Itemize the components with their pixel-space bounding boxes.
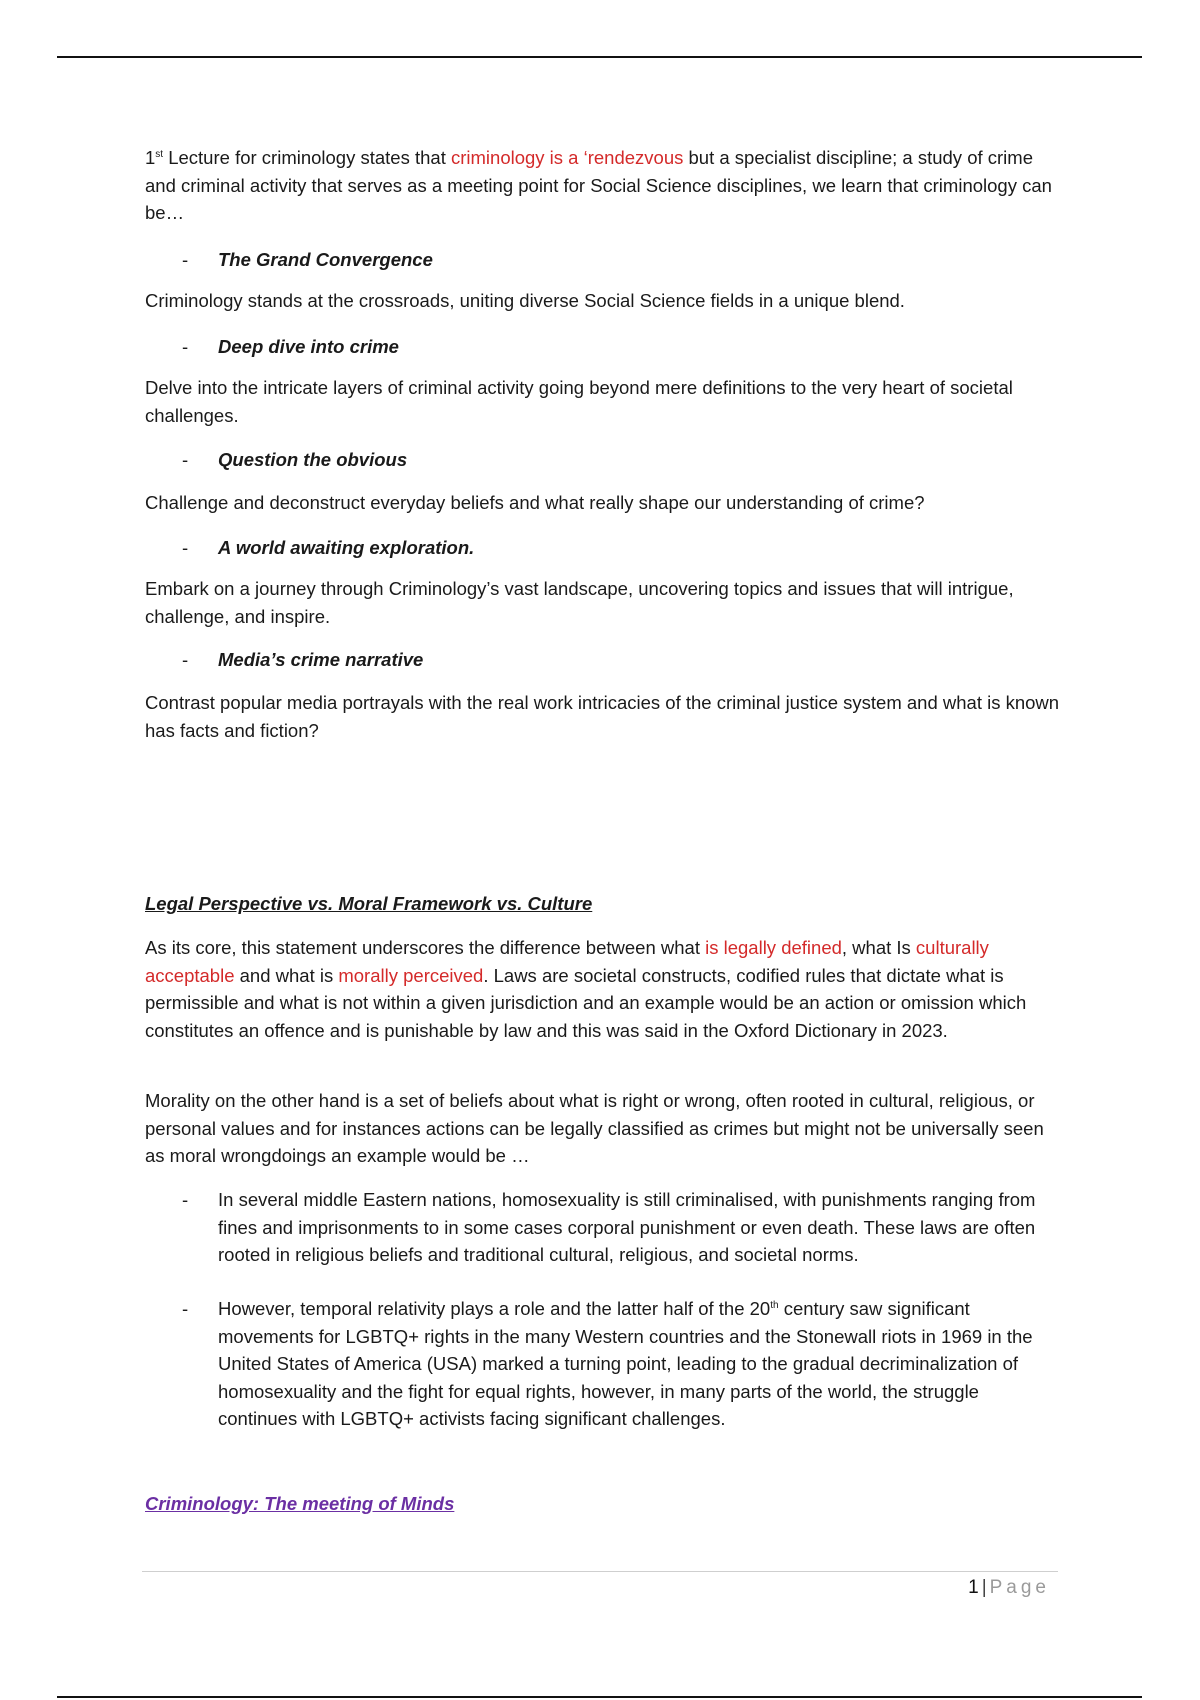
intro-paragraph <box>145 144 1060 227</box>
bullet-text-start: However, temporal relativity plays a role and the latter half of the 20 <box>218 1298 771 1319</box>
page-separator: | <box>981 1577 987 1598</box>
footer-bottom-rule <box>57 1696 1142 1698</box>
bullet-superscript: th <box>770 1300 779 1311</box>
point-dash: - <box>182 249 189 270</box>
intro-text-start: Lecture for criminology states that <box>163 147 451 168</box>
intro-highlight: criminology is a ‘rendezvous <box>450 147 684 168</box>
point-heading: Media’s crime narrative <box>218 649 424 670</box>
point-text: Contrast popular media portrayals with the real work intricacies of the criminal justice system and what is known has facts and fiction? <box>145 692 1060 741</box>
point-dash: - <box>182 537 189 558</box>
intro-text-end: but a specialist discipline; a study of crime and criminal activity that serves as a meeting point for Social Science disciplines, we learn that criminology can be… <box>145 147 1052 223</box>
page-number <box>968 1577 1050 1599</box>
bullet-dash: - <box>182 1189 189 1210</box>
paragraph-text: and what is <box>234 964 339 986</box>
point-dash: - <box>182 449 189 470</box>
paragraph-text: , what Is <box>841 937 916 958</box>
point-heading: The Grand Convergence <box>218 249 433 270</box>
paragraph-text: . Laws are societal constructs, codified rules that dictate what is permissible and what is not within a given jurisdiction and an example would be an action or omission which constitutes an offence and is punishable by law and this was said in the Oxford Dictionary in 2023. <box>145 964 1027 1041</box>
highlight-culturally-acceptable: culturally acceptable <box>145 937 989 986</box>
section-paragraph <box>145 934 1060 1044</box>
point-heading: Question the obvious <box>218 449 408 470</box>
highlight-legally-defined: is legally defined <box>705 937 842 958</box>
point-dash: - <box>182 649 189 670</box>
footer-rule <box>142 1571 1058 1572</box>
bullet-text <box>218 1295 1063 1433</box>
highlight-morally-perceived: morally perceived <box>338 964 484 986</box>
bullet-dash: - <box>182 1298 189 1319</box>
page-label: Page <box>989 1577 1050 1598</box>
point-dash: - <box>182 336 189 357</box>
intro-ordinal: 1 <box>145 147 156 168</box>
point-text: Delve into the intricate layers of criminal activity going beyond mere definitions to the very heart of societal challenges. <box>145 377 1013 426</box>
point-text: Criminology stands at the crossroads, uniting diverse Social Science fields in a unique blend. <box>145 290 905 311</box>
section-title: Legal Perspective vs. Moral Framework vs. Culture <box>145 893 593 914</box>
bullet-text: In several middle Eastern nations, homosexuality is still criminalised, with punishments ranging from fines and imprisonments to in some cases corporal punishment or even death. These laws are often rooted in religious beliefs and traditional cultural, religious, and societal norms. <box>218 1189 1036 1265</box>
morality-paragraph: Morality on the other hand is a set of beliefs about what is right or wrong, often rooted in cultural, religious, or personal values and for instances actions can be legally classified as crimes but might not be universally seen as moral wrongdoings an example would be … <box>145 1090 1044 1166</box>
header-rule <box>57 56 1142 58</box>
section-title-link[interactable]: Criminology: The meeting of Minds <box>145 1493 455 1514</box>
intro-ordinal-suffix: st <box>155 149 164 160</box>
point-text: Embark on a journey through Criminology’s vast landscape, uncovering topics and issues that will intrigue, challenge, and inspire. <box>145 578 1014 627</box>
point-text: Challenge and deconstruct everyday beliefs and what really shape our understanding of crime? <box>145 492 925 513</box>
point-heading: Deep dive into crime <box>218 336 399 357</box>
paragraph-text: As its core, this statement underscores the difference between what <box>145 937 706 958</box>
bullet-text-end: century saw significant movements for LGBTQ+ rights in the many Western countries and the Stonewall riots in 1969 in the United States of America (USA) marked a turning point, leading to the gradual decriminalization of homosexuality and the fight for equal rights, however, in many parts of the world, the struggle continues with LGBTQ+ activists facing significant challenges. <box>218 1298 1033 1429</box>
page-number-value: 1 <box>968 1577 979 1598</box>
point-heading: A world awaiting exploration. <box>218 537 475 558</box>
